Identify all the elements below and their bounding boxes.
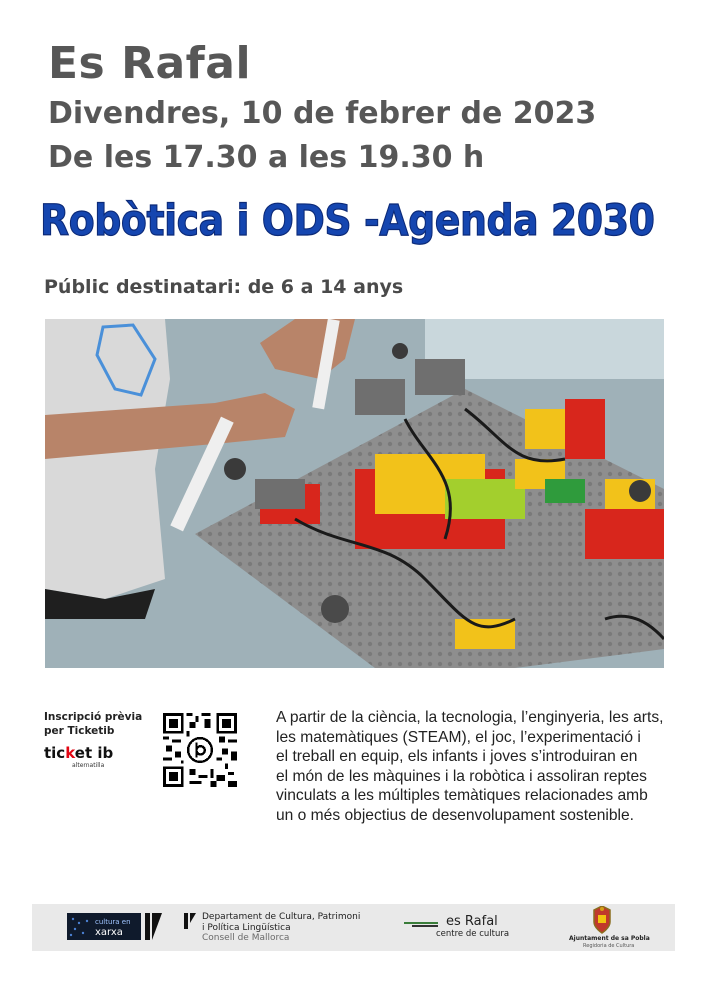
description-line: el treball en equip, els infants i joves s’introduiran en: [276, 748, 638, 766]
department-line-1: Departament de Cultura, Patrimoni: [202, 912, 361, 922]
sponsor-footer: [32, 904, 675, 951]
department-line-3: Consell de Mallorca: [202, 933, 290, 943]
registration-note: [44, 710, 142, 738]
description-line: les matemàtiques (STEAM), el joc, l’experimentació i: [276, 728, 641, 746]
cultura-logo-line-2: xarxa: [95, 927, 123, 938]
description-line: vinculats a les múltiples temàtiques relacionades amb: [276, 787, 648, 805]
event-title: Robòtica i ODS -Agenda 2030: [40, 196, 655, 246]
ajuntament-name: Ajuntament de sa Pobla: [569, 935, 650, 942]
es-rafal-mark-icon: [404, 922, 438, 927]
es-rafal-logo-name: es Rafal: [446, 914, 498, 929]
consell-mark-icon: [184, 913, 198, 929]
ticketib-logo[interactable]: [44, 744, 113, 762]
coat-of-arms-icon: [589, 906, 615, 934]
cultura-logo-line-1: cultura en: [95, 918, 131, 926]
venue-title: Es Rafal: [48, 38, 252, 89]
qr-code-icon[interactable]: [159, 713, 241, 787]
event-time: De les 17.30 a les 19.30 h: [48, 140, 485, 175]
description-line: A partir de la ciència, la tecnologia, l’enginyeria, les arts,: [276, 709, 664, 726]
registration-line-2: per Ticketib: [44, 725, 115, 737]
registration-line-1: Inscripció prèvia: [44, 711, 143, 723]
ticketib-tagline: alternatilla: [72, 762, 105, 769]
description-line: el món de les màquines i la robòtica i assoliran reptes: [276, 767, 647, 785]
robotics-photo: [45, 319, 664, 668]
regidoria-name: Regidoria de Cultura: [583, 943, 635, 949]
target-audience: Públic destinatari: de 6 a 14 anys: [44, 276, 404, 298]
event-date: Divendres, 10 de febrer de 2023: [48, 96, 597, 131]
ticketib-logo-part-2: k: [65, 744, 75, 762]
department-line-2: i Política Lingüística: [202, 922, 291, 933]
event-description: [276, 708, 676, 826]
cultura-en-xarxa-logo: [67, 913, 163, 940]
department-logo: [202, 912, 360, 944]
ticketib-logo-part-3: et ib: [74, 744, 114, 762]
description-line: un o més objectius de desenvolupament sostenible.: [276, 806, 635, 824]
ticketib-logo-part-1: tic: [44, 744, 66, 762]
es-rafal-logo-subtitle: centre de cultura: [436, 929, 510, 939]
